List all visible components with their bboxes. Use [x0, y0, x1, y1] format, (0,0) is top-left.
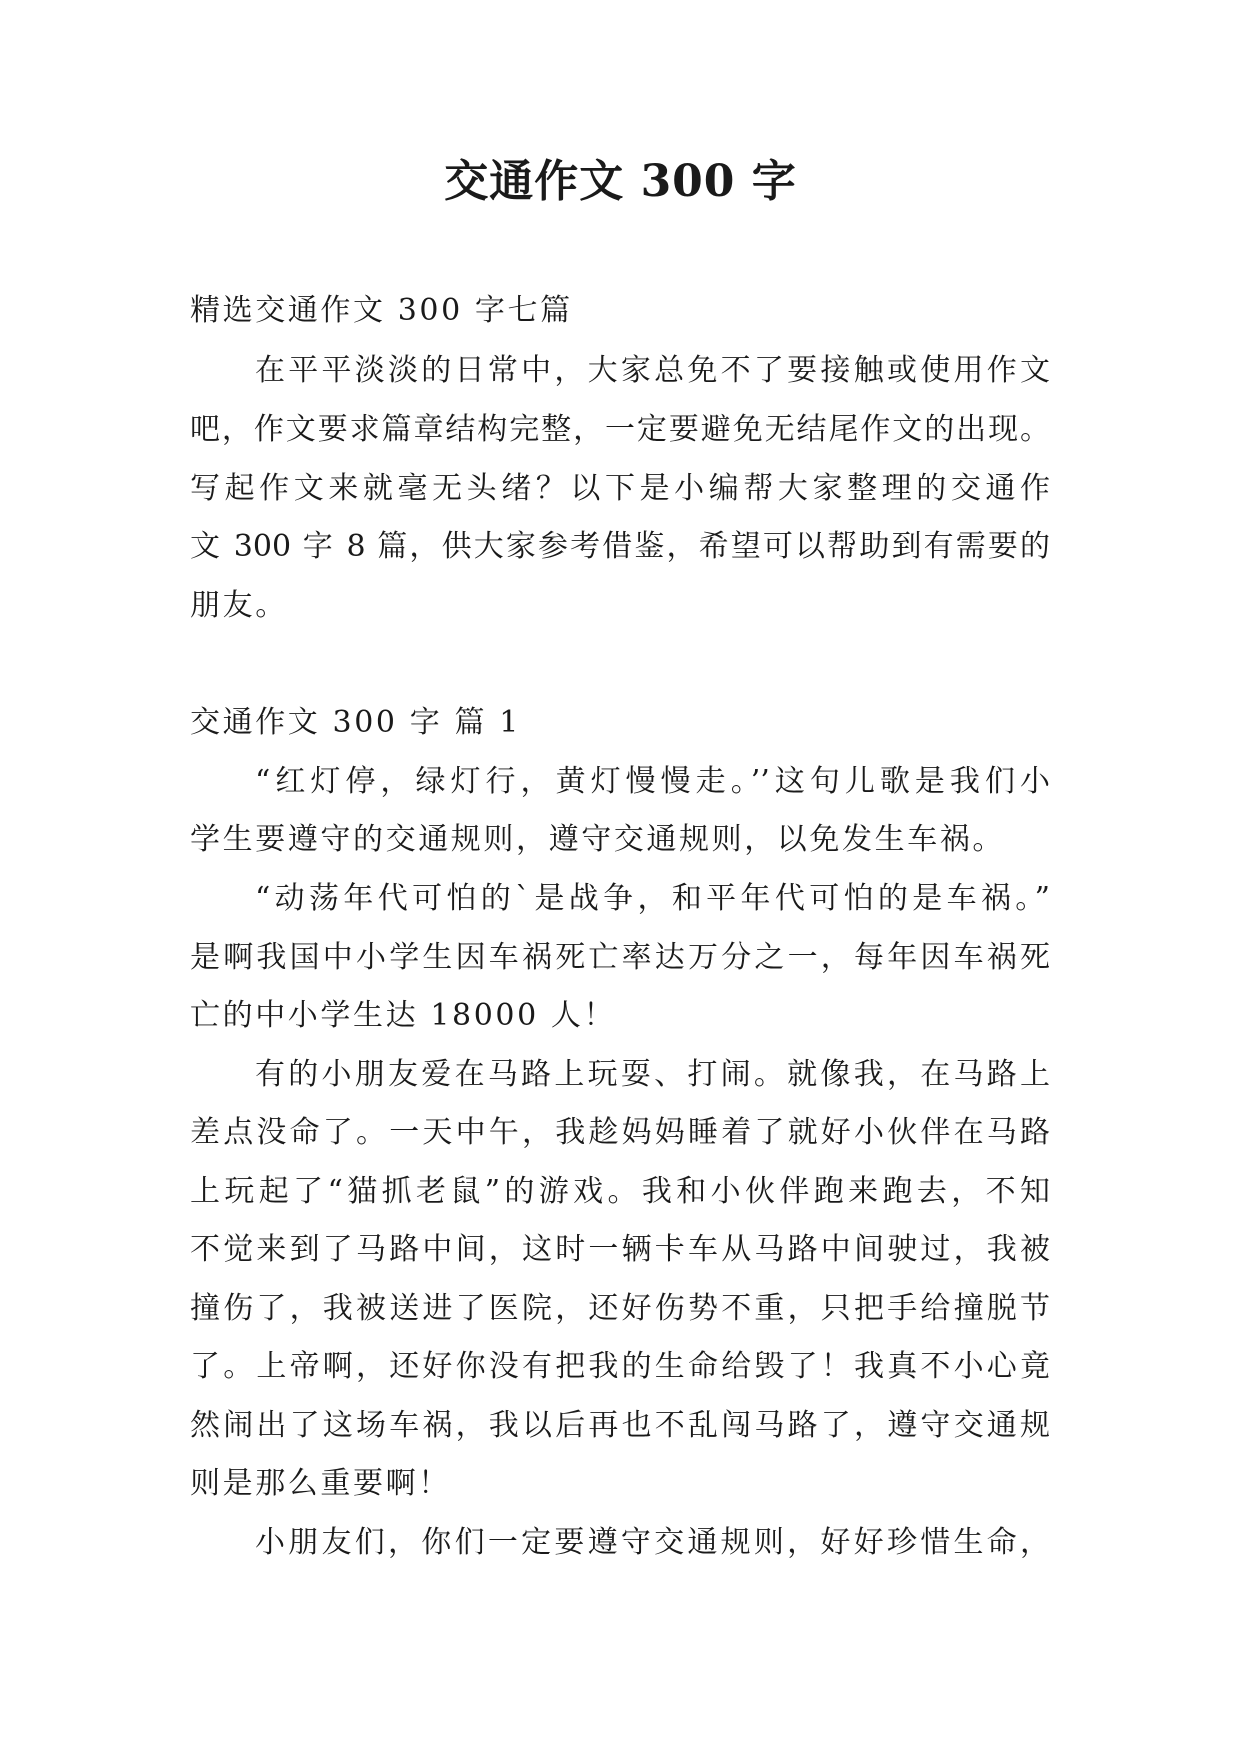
intro-line-1: 在平平淡淡的日常中，大家总免不了要接触或使用作文	[255, 353, 1050, 388]
subtitle: 精选交通作文 300 字七篇	[190, 293, 573, 328]
body-line-4: 是啊我国中小学生因车祸死亡率达万分之一，每年因车祸死	[190, 940, 1050, 975]
section-heading: 交通作文 300 字 篇 1	[190, 705, 521, 740]
body-line-9: 不觉来到了马路中间，这时一辆卡车从马路中间驶过，我被	[190, 1232, 1050, 1267]
body-line-14: 小朋友们，你们一定要遵守交通规则，好好珍惜生命，	[255, 1525, 1050, 1560]
body-line-2: 学生要遵守的交通规则，遵守交通规则，以免发生车祸。	[190, 822, 1005, 857]
body-line-6: 有的小朋友爱在马路上玩耍、打闹。就像我，在马路上	[255, 1057, 1050, 1092]
body-line-13: 则是那么重要啊！	[190, 1466, 451, 1501]
body-line-3: “动荡年代可怕的`是战争，和平年代可怕的是车祸。”	[255, 881, 1050, 916]
body-line-8: 上玩起了“猫抓老鼠”的游戏。我和小伙伴跑来跑去，不知	[190, 1174, 1050, 1209]
intro-line-3: 写起作文来就毫无头绪？以下是小编帮大家整理的交通作	[190, 471, 1050, 506]
body-line-7: 差点没命了。一天中午，我趁妈妈睡着了就好小伙伴在马路	[190, 1115, 1050, 1150]
intro-line-5: 朋友。	[190, 588, 288, 623]
body-line-1: “红灯停，绿灯行，黄灯慢慢走。’’这句儿歌是我们小	[255, 764, 1050, 799]
body-line-10: 撞伤了，我被送进了医院，还好伤势不重，只把手给撞脱节	[190, 1291, 1050, 1326]
page-title: 交通作文 300 字	[444, 156, 797, 207]
body-line-11: 了。上帝啊，还好你没有把我的生命给毁了！我真不小心竟	[190, 1349, 1050, 1384]
body-line-5: 亡的中小学生达 18000 人！	[190, 998, 617, 1033]
intro-line-4: 文 300 字 8 篇，供大家参考借鉴，希望可以帮助到有需要的	[190, 529, 1050, 564]
body-line-12: 然闹出了这场车祸，我以后再也不乱闯马路了，遵守交通规	[190, 1408, 1050, 1443]
intro-line-2: 吧，作文要求篇章结构完整，一定要避免无结尾作文的出现。	[190, 412, 1050, 447]
